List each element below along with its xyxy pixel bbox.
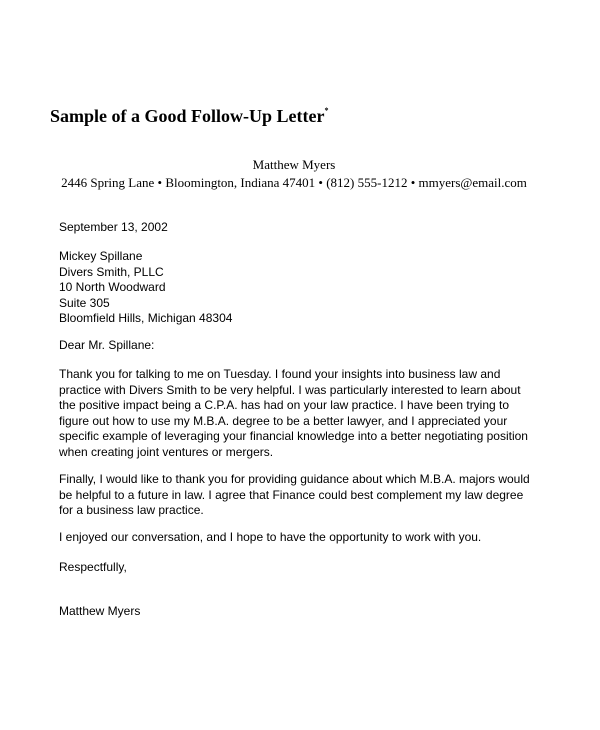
closing: Respectfully, bbox=[59, 560, 127, 574]
paragraph-line: figure out how to use my M.B.A. degree to be a better lawyer, and I appreciated your bbox=[59, 413, 508, 428]
recipient-line: 10 North Woodward bbox=[59, 280, 166, 294]
body-paragraph-1 bbox=[59, 367, 559, 460]
paragraph-line: be helpful to a future in law. I agree that Finance could best complement my law degree bbox=[59, 487, 524, 502]
sender-name: Matthew Myers bbox=[252, 157, 336, 172]
recipient-line: Divers Smith, PLLC bbox=[59, 264, 164, 279]
recipient-line: Suite 305 bbox=[59, 295, 110, 310]
recipient-address-block bbox=[59, 249, 232, 327]
paragraph-line: for a business law practice. bbox=[59, 503, 204, 517]
recipient-line: Bloomfield Hills, Michigan 48304 bbox=[59, 311, 233, 325]
signature-name: Matthew Myers bbox=[59, 604, 141, 618]
paragraph-line: Finally, I would like to thank you for providing guidance about which M.B.A. majors would bbox=[59, 472, 530, 486]
paragraph-line: when creating joint ventures or mergers. bbox=[59, 444, 274, 459]
paragraph-line: I enjoyed our conversation, and I hope to have the opportunity to work with you. bbox=[59, 530, 482, 544]
sender-address: 2446 Spring Lane • Bloomington, Indiana 47401 • (812) 555-1212 • mmyers@email.com bbox=[61, 175, 527, 190]
paragraph-line: Thank you for talking to me on Tuesday. I found your insights into business law and bbox=[59, 367, 501, 381]
letter-date: September 13, 2002 bbox=[59, 220, 168, 234]
paragraph-line: practice with Divers Smith to be very helpful. I was particularly interested to learn about bbox=[59, 382, 521, 397]
salutation: Dear Mr. Spillane: bbox=[59, 338, 155, 352]
paragraph-line: specific example of leveraging your financial knowledge into a better negotiating position bbox=[59, 429, 528, 443]
body-paragraph-2 bbox=[59, 472, 559, 519]
document-title bbox=[50, 106, 328, 127]
recipient-line: Mickey Spillane bbox=[59, 249, 143, 263]
title-footnote-mark: * bbox=[324, 106, 329, 115]
paragraph-line: the positive impact being a C.P.A. has had on your law practice. I have been trying to bbox=[59, 398, 510, 412]
title-text: Sample of a Good Follow-Up Letter bbox=[50, 106, 325, 126]
body-paragraph-3 bbox=[59, 530, 559, 546]
